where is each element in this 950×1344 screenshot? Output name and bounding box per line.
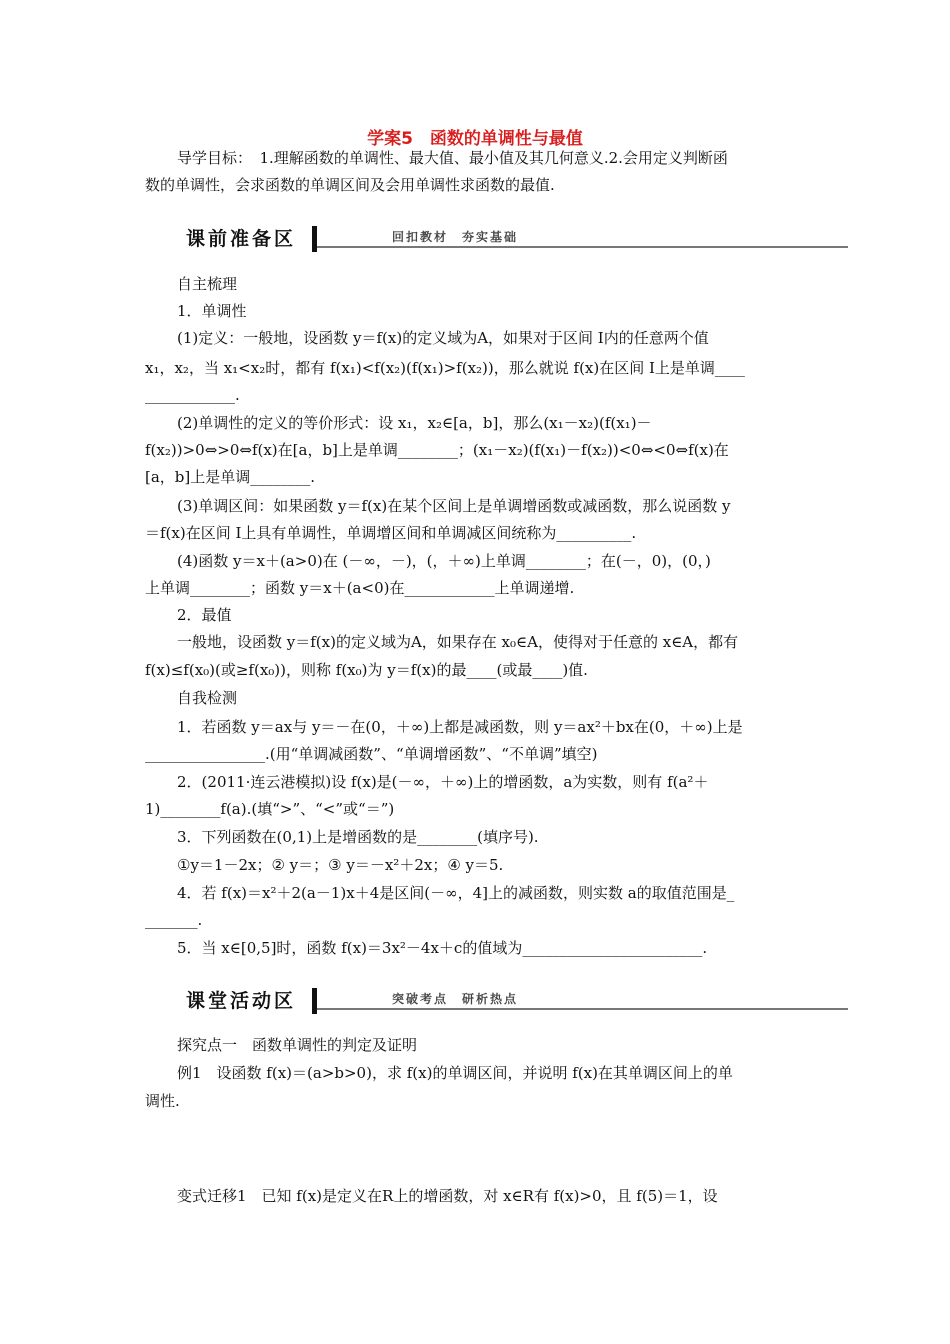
text-line: 一般地，设函数 y＝f(x)的定义域为A，如果存在 x₀∈A，使得对于任意的 x∈A，都有	[177, 633, 739, 651]
text-line: f(x)≤f(x₀)(或≥f(x₀))，则称 f(x₀)为 y＝f(x)的最____(或最____)值.	[145, 661, 588, 679]
goals-line-2: 数的单调性，会求函数的单调区间及会用单调性求函数的最值.	[145, 176, 555, 194]
text-line: ________________.(用“单调减函数”、“单调增函数”、“不单调”填空)	[145, 745, 598, 763]
text-line: 调性.	[145, 1092, 180, 1110]
banner-rule	[317, 1008, 848, 1010]
text-line: 1)________f(a).(填“>”、“<”或“＝”)	[145, 800, 395, 818]
text-line: (4)函数 y＝x＋(a>0)在 (－∞，－)，(，＋∞)上单调________；在(－，0)，(0，)	[177, 552, 711, 570]
text-line: (2)单调性的定义的等价形式：设 x₁，x₂∈[a，b]，那么(x₁－x₂)(f(x₁)－	[177, 414, 652, 432]
heading-extrema: 2．最值	[177, 606, 232, 624]
banner-sub-label: 突破考点 研析热点	[392, 992, 519, 1006]
text-line: (3)单调区间：如果函数 y＝f(x)在某个区间上是单调增函数或减函数，那么说函数 y	[177, 497, 731, 515]
heading-self-check: 自我检测	[177, 689, 238, 707]
text-line: ____________.	[145, 386, 240, 404]
question-3: 3．下列函数在(0,1)上是增函数的是________(填序号).	[177, 828, 539, 846]
text-line: ①y＝1－2x；② y＝；③ y＝－x²＋2x；④ y＝5.	[177, 856, 504, 874]
variant-transfer-1: 变式迁移1 已知 f(x)是定义在R上的增函数，对 x∈R有 f(x)>0，且 f(5)＝1，设	[177, 1187, 718, 1205]
question-5: 5．当 x∈[0,5]时，函数 f(x)＝3x²－4x＋c的值域为________________________.	[177, 939, 708, 957]
heading-monotonicity: 1．单调性	[177, 302, 247, 320]
section-banner-inclass	[180, 988, 848, 1018]
goals-line-1: 导学目标： 1.理解函数的单调性、最大值、最小值及其几何意义.2.会用定义判断函	[177, 149, 728, 167]
heading-self-review: 自主梳理	[177, 275, 238, 293]
question-2: 2．(2011·连云港模拟)设 f(x)是(－∞，＋∞)上的增函数，a为实数，则有 f(a²＋	[177, 773, 709, 791]
banner-divider-bar	[312, 988, 317, 1014]
banner-divider-bar	[312, 226, 317, 252]
banner-main-label: 课堂活动区	[186, 990, 297, 1012]
banner-rule	[317, 246, 848, 248]
banner-sub-label: 回扣教材 夯实基础	[392, 230, 519, 244]
text-line: ＝f(x)在区间 I上具有单调性，单调增区间和单调减区间统称为__________.	[145, 524, 637, 542]
question-1: 1．若函数 y＝ax与 y＝－在(0，＋∞)上都是减函数，则 y＝ax²＋bx在(0，＋∞)上是	[177, 718, 743, 736]
example-1: 例1 设函数 f(x)＝(a>b>0)，求 f(x)的单调区间，并说明 f(x)在其单调区间上的单	[177, 1064, 733, 1082]
text-line: x₁，x₂，当 x₁<x₂时，都有 f(x₁)<f(x₂)(f(x₁)>f(x₂))，那么就说 f(x)在区间 I上是单调____	[145, 359, 745, 377]
question-4: 4．若 f(x)＝x²＋2(a－1)x＋4是区间(－∞，4]上的减函数，则实数 a的取值范围是_	[177, 884, 735, 902]
section-banner-preclass	[180, 226, 848, 256]
text-line: 上单调________；函数 y＝x＋(a<0)在____________上单调递增.	[145, 579, 575, 597]
text-line: f(x₂))>0⇔>0⇔f(x)在[a，b]上是单调________；(x₁－x₂)(f(x₁)－f(x₂))<0⇔<0⇔f(x)在	[145, 441, 729, 459]
text-line: _______.	[145, 911, 203, 929]
heading-explore-1: 探究点一 函数单调性的判定及证明	[177, 1036, 418, 1054]
banner-main-label: 课前准备区	[186, 228, 297, 250]
page-title: 学案5 函数的单调性与最值	[367, 129, 583, 149]
text-line: [a，b]上是单调________.	[145, 468, 316, 486]
text-line: (1)定义：一般地，设函数 y＝f(x)的定义域为A，如果对于区间 I内的任意两个值	[177, 329, 709, 347]
